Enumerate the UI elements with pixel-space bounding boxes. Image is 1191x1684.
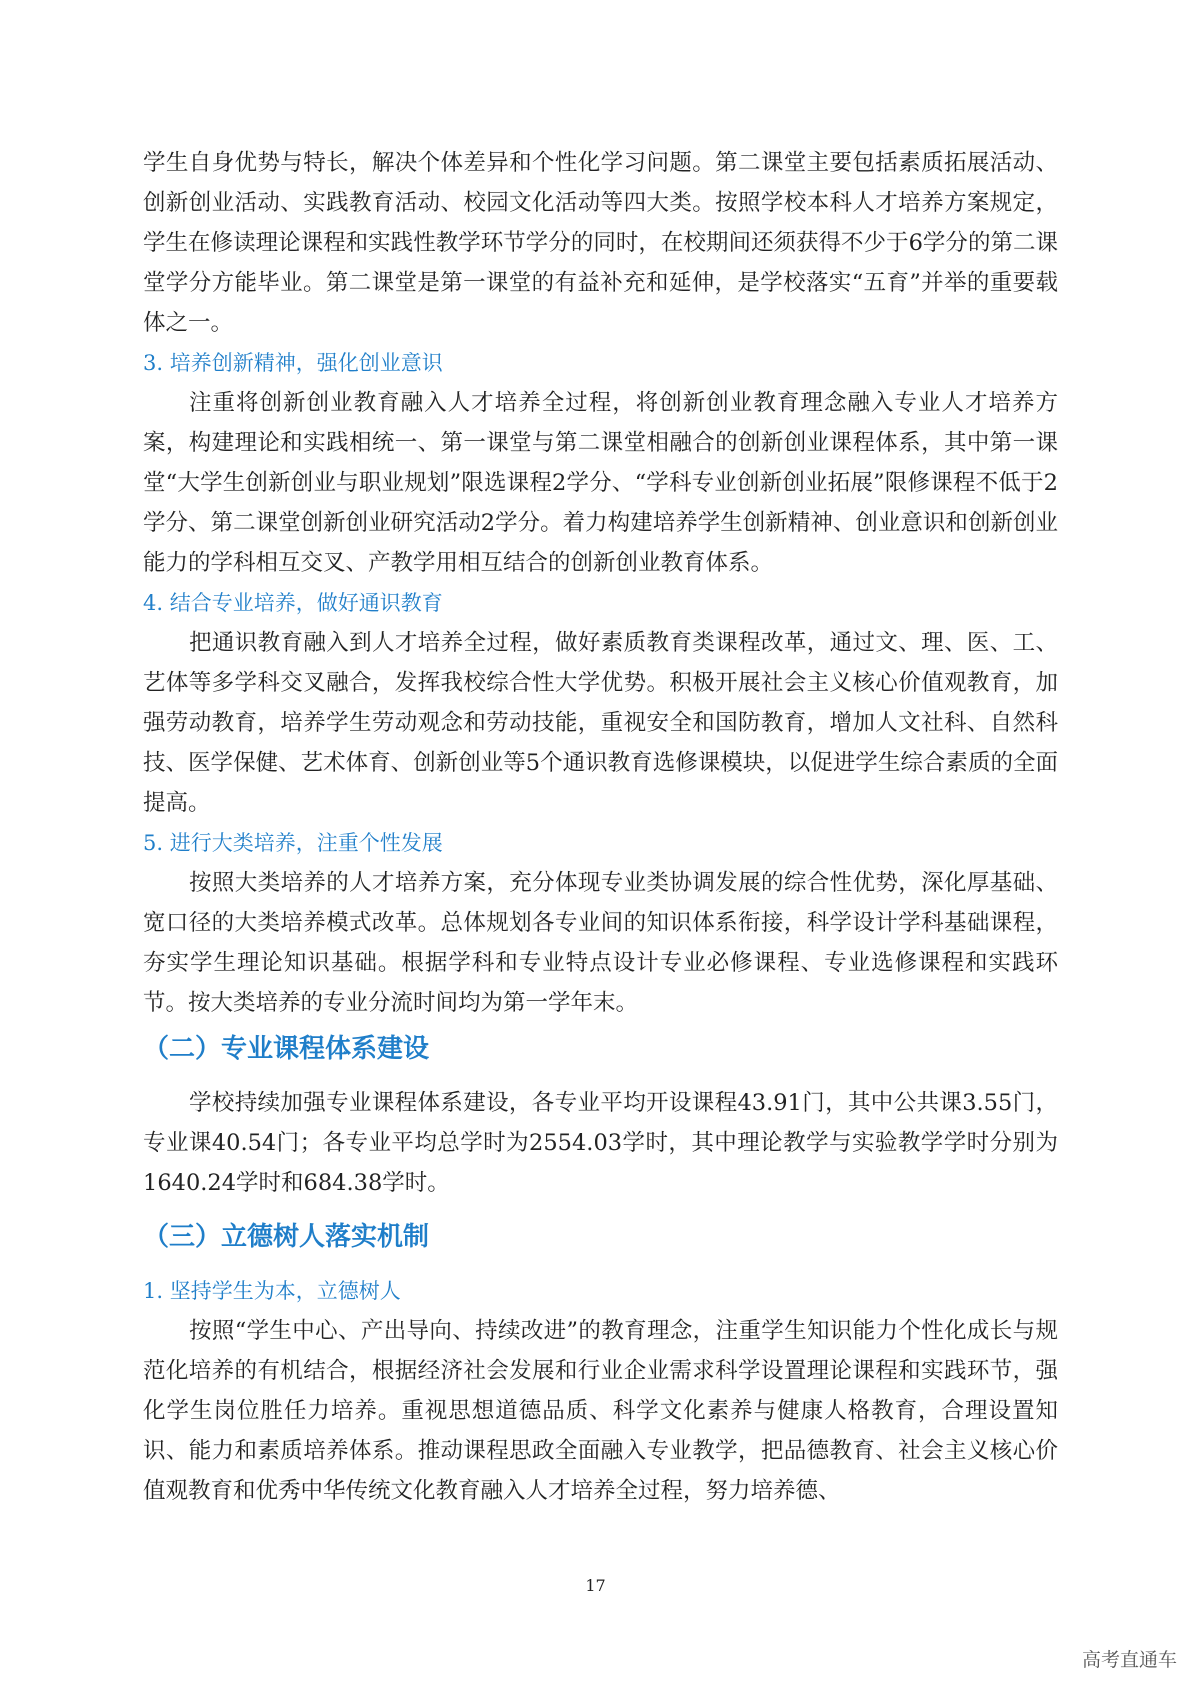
subheading-number: 1. [143,1279,164,1303]
document-body [143,143,1058,1511]
subheading-number: 3. [143,351,164,375]
subheading-innovation [143,343,1058,383]
subheading-major-category [143,823,1058,863]
paragraph-general-education: 把通识教育融入到人才培养全过程，做好素质教育类课程改革，通过文、理、医、工、艺体等多学科交叉融合，发挥我校综合性大学优势。积极开展社会主义核心价值观教育，加强劳动教育，培养学生劳动观念和劳动技能，重视安全和国防教育，增加人文社科、自然科技、医学保健、艺术体育、创新创业等5个通识教育选修课模块，以促进学生综合素质的全面提高。 [143,630,1058,816]
section-heading-curriculum: （二）专业课程体系建设 [143,1034,430,1064]
paragraph-major-category: 按照大类培养的人才培养方案，充分体现专业类协调发展的综合性优势，深化厚基础、宽口径的大类培养模式改革。总体规划各专业间的知识体系衔接，科学设计学科基础课程，夯实学生理论知识基础。根据学科和专业特点设计专业必修课程、专业选修课程和实践环节。按大类培养的专业分流时间均为第一学年末。 [143,870,1058,1016]
subheading-text: 培养创新精神，强化创业意识 [169,351,443,375]
subheading-number: 4. [143,591,164,615]
subheading-student-centered [143,1271,1058,1311]
paragraph-curriculum: 学校持续加强专业课程体系建设，各专业平均开设课程43.91门，其中公共课3.55门，专业课40.54门；各专业平均总学时为2554.03学时，其中理论教学与实验教学学时分别为1640.24学时和684.38学时。 [143,1090,1058,1196]
subheading-text: 结合专业培养，做好通识教育 [169,591,443,615]
subheading-number: 5. [143,831,164,855]
subheading-text: 坚持学生为本，立德树人 [169,1279,401,1303]
watermark: 高考直通车 [1081,1649,1177,1671]
page-number: 17 [585,1576,606,1595]
subheading-general-education [143,583,1058,623]
paragraph-student-centered: 按照“学生中心、产出导向、持续改进”的教育理念，注重学生知识能力个性化成长与规范化培养的有机结合，根据经济社会发展和行业企业需求科学设置理论课程和实践环节，强化学生岗位胜任力培养。重视思想道德品质、科学文化素养与健康人格教育，合理设置知识、能力和素质培养体系。推动课程思政全面融入专业教学，把品德教育、社会主义核心价值观教育和优秀中华传统文化教育融入人才培养全过程，努力培养德、 [143,1318,1058,1504]
section-heading-moral-education: （三）立德树人落实机制 [143,1222,430,1252]
paragraph-innovation: 注重将创新创业教育融入人才培养全过程，将创新创业教育理念融入专业人才培养方案，构建理论和实践相统一、第一课堂与第二课堂相融合的创新创业课程体系，其中第一课堂“大学生创新创业与职业规划”限选课程2学分、“学科专业创新创业拓展”限修课程不低于2学分、第二课堂创新创业研究活动2学分。着力构建培养学生创新精神、创业意识和创新创业能力的学科相互交叉、产教学用相互结合的创新创业教育体系。 [143,390,1058,576]
paragraph-second-classroom: 学生自身优势与特长，解决个体差异和个性化学习问题。第二课堂主要包括素质拓展活动、创新创业活动、实践教育活动、校园文化活动等四大类。按照学校本科人才培养方案规定，学生在修读理论课程和实践性教学环节学分的同时，在校期间还须获得不少于6学分的第二课堂学分方能毕业。第二课堂是第一课堂的有益补充和延伸，是学校落实“五育”并举的重要载体之一。 [143,150,1058,336]
subheading-text: 进行大类培养，注重个性发展 [169,831,443,855]
